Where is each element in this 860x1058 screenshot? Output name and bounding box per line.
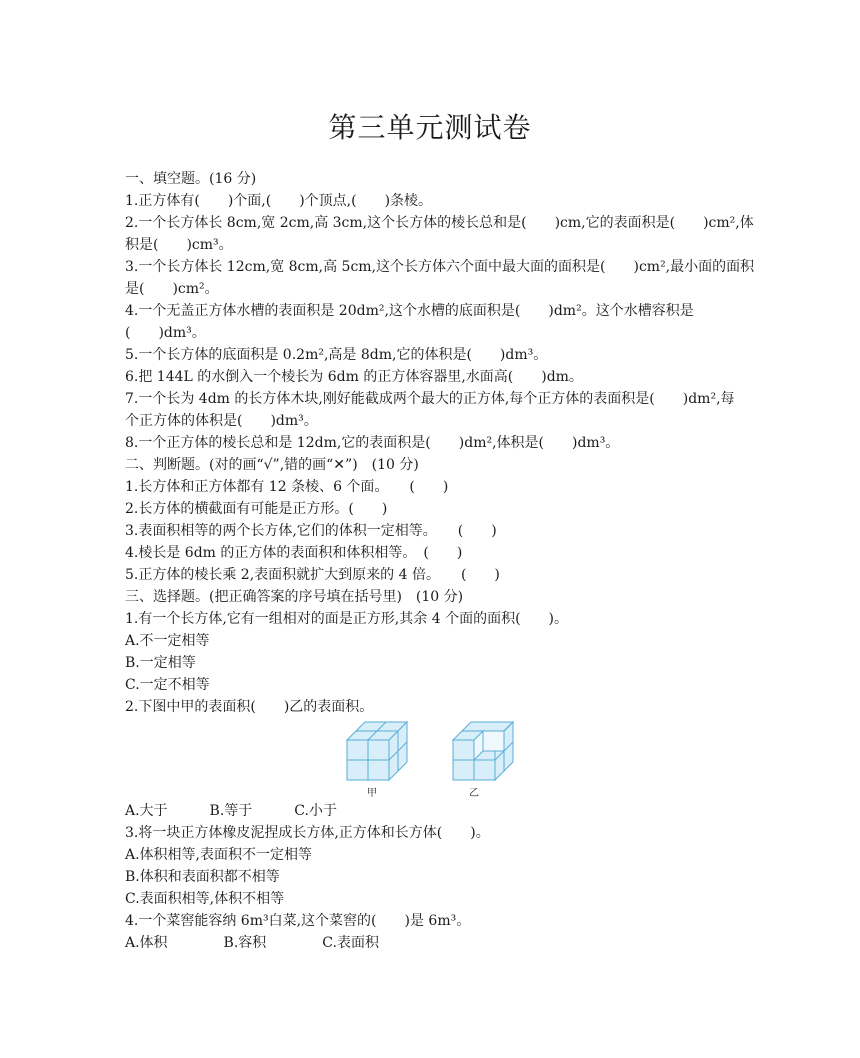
cube-figure	[125, 718, 745, 800]
question-line: 4.棱长是 6dm 的正方体的表面积和体积相等。 ( )	[125, 545, 463, 561]
question-line: 2.长方体的横截面有可能是正方形。( )	[125, 501, 388, 517]
label-jia: 甲	[367, 788, 377, 799]
section-header-fill: 一、填空题。(16 分)	[125, 171, 257, 187]
question-line: 5.正方体的棱长乘 2,表面积就扩大到原来的 4 倍。 ( )	[125, 567, 500, 583]
option-line: C.一定不相等	[125, 677, 210, 693]
question-line: 5.一个长方体的底面积是 0.2m²,高是 8dm,它的体积是( )dm³。	[125, 347, 548, 363]
question-line: 8.一个正方体的棱长总和是 12dm,它的表面积是( )dm²,体积是( )dm³。	[125, 435, 620, 451]
question-line: 4.一个菜窖能容纳 6m³白菜,这个菜窖的( )是 6m³。	[125, 913, 471, 929]
question-line: 2.一个长方体长 8cm,宽 2cm,高 3cm,这个长方体的棱长总和是( )cm,它的表面积是( )cm²,体	[125, 215, 754, 231]
option-line: B.体积和表面积都不相等	[125, 869, 280, 885]
question-line: 4.一个无盖正方体水槽的表面积是 20dm²,这个水槽的底面积是( )dm²。这个水槽容积是	[125, 303, 694, 319]
question-line: 1.正方体有( )个面,( )个顶点,( )条棱。	[125, 193, 433, 209]
question-line: 6.把 144L 的水倒入一个棱长为 6dm 的正方体容器里,水面高( )dm。	[125, 369, 583, 385]
question-line: 是( )cm²。	[125, 281, 219, 297]
cube-yi	[451, 718, 515, 782]
question-line: 积是( )cm³。	[125, 237, 233, 253]
page-title: 第三单元测试卷	[328, 111, 532, 144]
option-line: A.体积相等,表面积不一定相等	[125, 847, 313, 863]
option-line: A.体积 B.容积 C.表面积	[125, 935, 379, 951]
question-line: 3.将一块正方体橡皮泥捏成长方体,正方体和长方体( )。	[125, 825, 490, 841]
option-line: A.不一定相等	[125, 633, 210, 649]
question-line: 7.一个长为 4dm 的长方体木块,刚好能截成两个最大的正方体,每个正方体的表面积是( )dm²,每	[125, 391, 735, 407]
section-header-choice: 三、选择题。(把正确答案的序号填在括号里) (10 分)	[125, 589, 464, 605]
question-line: 1.有一个长方体,它有一组相对的面是正方形,其余 4 个面的面积( )。	[125, 611, 568, 627]
section-header-judge: 二、判断题。(对的画“√”,错的画“✕”) (10 分)	[125, 457, 419, 473]
cube-yi-drawing	[451, 718, 515, 782]
question-line: 1.长方体和正方体都有 12 条棱、6 个面。 ( )	[125, 479, 449, 495]
question-line: 3.表面积相等的两个长方体,它们的体积一定相等。 ( )	[125, 523, 497, 539]
label-yi: 乙	[469, 788, 479, 799]
cube-jia-drawing	[345, 718, 409, 782]
worksheet-body	[125, 168, 755, 954]
cube-jia	[345, 718, 409, 782]
question-line: 个正方体的体积是( )dm³。	[125, 413, 318, 429]
option-line: C.表面积相等,体积不相等	[125, 891, 285, 907]
question-line: 3.一个长方体长 12cm,宽 8cm,高 5cm,这个长方体六个面中最大面的面积是( )cm²,最小面的面积	[125, 259, 755, 275]
question-line: ( )dm³。	[125, 325, 206, 341]
option-line: B.一定相等	[125, 655, 196, 671]
option-line: A.大于 B.等于 C.小于	[125, 803, 337, 819]
question-line: 2.下图中甲的表面积( )乙的表面积。	[125, 699, 374, 715]
